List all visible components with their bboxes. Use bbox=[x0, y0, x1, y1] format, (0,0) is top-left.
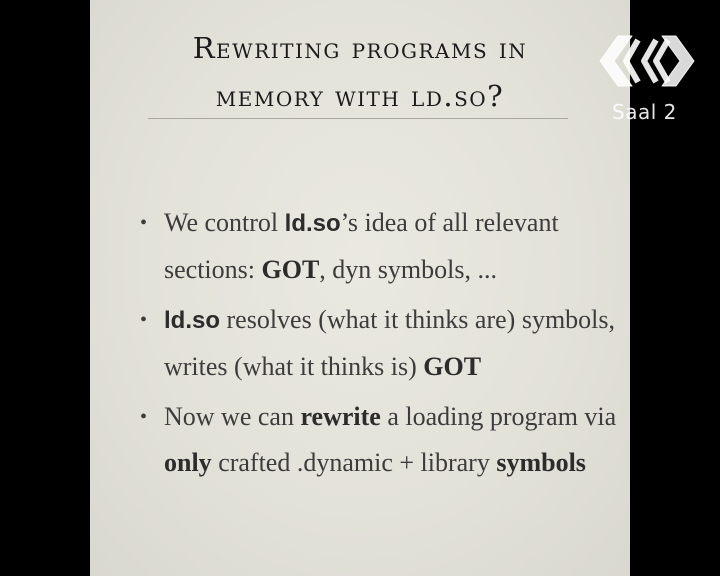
slide-title bbox=[90, 24, 630, 120]
bullet-text: ’s idea of all relevant bbox=[340, 208, 559, 237]
bullet-text: resolves (what it thinks are) symbols, bbox=[220, 305, 616, 334]
ccc-logo-icon bbox=[598, 26, 696, 96]
bullet-icon: • bbox=[140, 406, 148, 428]
title-divider bbox=[148, 118, 568, 119]
bullet-text: writes (what it thinks is) bbox=[164, 352, 424, 381]
slide-title-line-2: memory with ld.so? bbox=[215, 79, 505, 113]
room-label: Saal 2 bbox=[612, 100, 677, 124]
bullet-icon: • bbox=[140, 212, 148, 234]
bullet-text: crafted .dynamic + library bbox=[211, 448, 497, 477]
bullet-text: sections: bbox=[164, 255, 262, 284]
bullet-item-3 bbox=[140, 394, 620, 486]
bullet-emphasis: only bbox=[164, 448, 212, 477]
bullet-emphasis: rewrite bbox=[300, 402, 381, 431]
bullet-text: We control bbox=[164, 208, 285, 237]
bullet-text: , dyn symbols, ... bbox=[319, 255, 497, 284]
bullet-emphasis: ld.so bbox=[284, 210, 341, 237]
presentation-slide bbox=[90, 0, 630, 576]
bullet-item-1 bbox=[140, 200, 620, 293]
bullet-icon: • bbox=[140, 309, 148, 331]
bullet-item-2 bbox=[140, 297, 620, 390]
bullet-list bbox=[140, 200, 620, 490]
bullet-text: a loading program via bbox=[380, 402, 617, 431]
slide-title-line-1: Rewriting programs in bbox=[192, 31, 528, 65]
bullet-emphasis: ld.so bbox=[164, 307, 221, 334]
bullet-text: Now we can bbox=[164, 402, 301, 431]
bullet-emphasis: GOT bbox=[423, 352, 482, 381]
bullet-emphasis: symbols bbox=[496, 448, 586, 477]
bullet-emphasis: GOT bbox=[261, 255, 320, 284]
